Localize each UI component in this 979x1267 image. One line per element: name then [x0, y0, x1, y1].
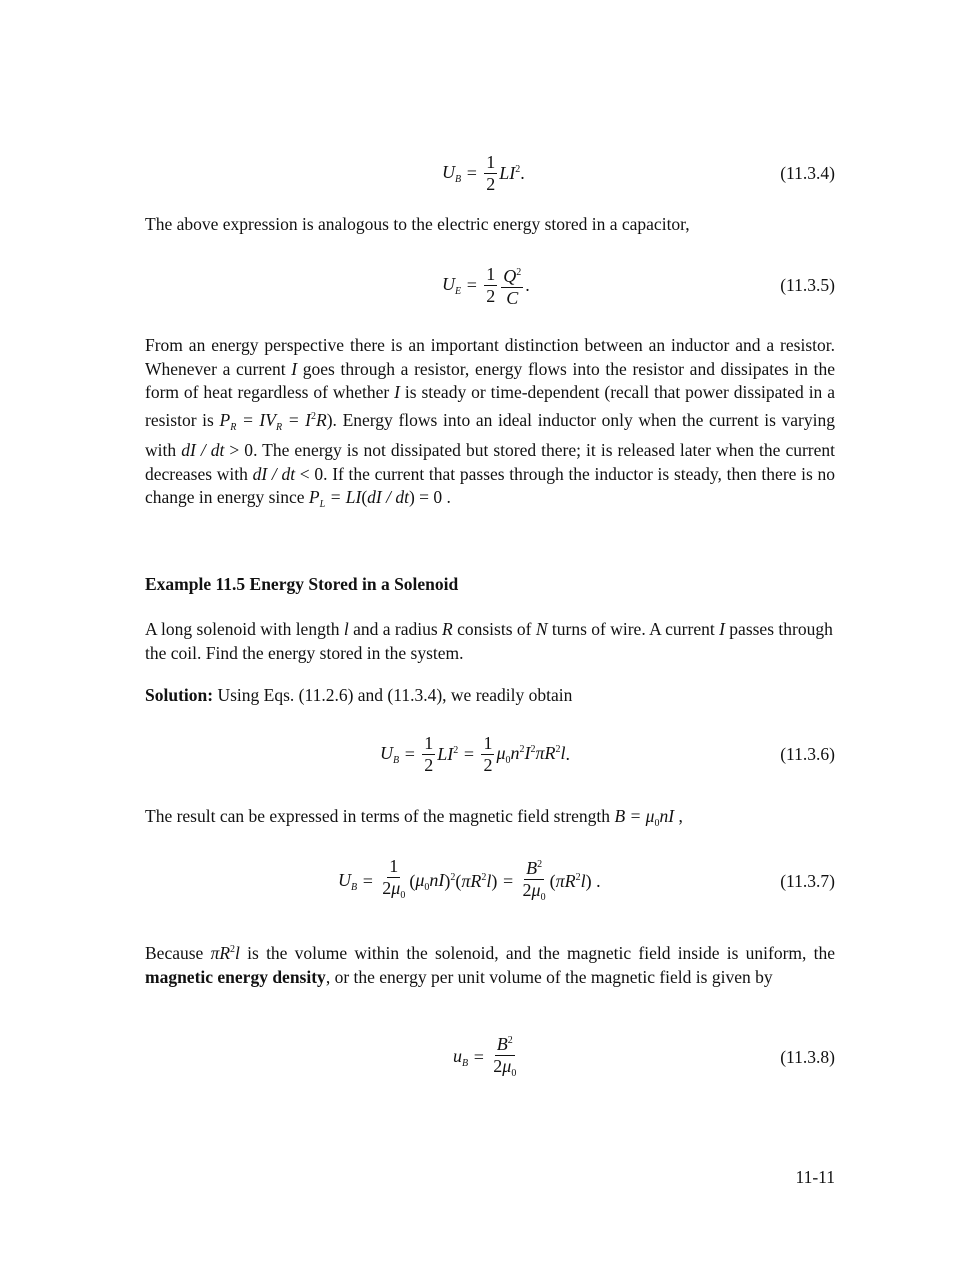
equation-number: (11.3.5)	[780, 274, 835, 295]
equation-body: $U_B$ = $\frac{1}{2\mu_0}$ ( $\mu_0nI$ )$^2$( $\pi R^2l$ ) = $\frac{B^2}{2\mu_0}$ ( $\pi R^2l$ ) .	[338, 856, 601, 903]
text-segment: The result can be expressed in terms of the magnetic field strength	[145, 806, 611, 826]
text-segment: , or the energy per unit volume of the magnetic field is given by	[325, 966, 773, 987]
text-segment: . The energy is not dissipated but stored there; it is released later when the current decreases with	[145, 440, 835, 484]
paragraph-energy-density: Because $\pi R^2l$ is the volume within the solenoid, and the magnetic field inside is uniform, the magnetic energy density, or the energy per unit volume of the magnetic field is given by	[145, 943, 836, 987]
text-segment: is steady or time-dependent (recall that power dissipated in a resistor is	[145, 382, 835, 430]
equation-body: $U_B$ = $\frac{1}{2}$ $LI^2$ = $\frac{1}{2}$ $\mu_0n^2I^2\pi R^2l$ .	[380, 732, 571, 775]
text-segment: From an energy perspective there is an important distinction between an inductor and a resistor. Whenever a current	[145, 335, 835, 379]
text-segment: Because	[145, 943, 204, 963]
equation-number: (11.3.4)	[780, 162, 835, 183]
text-segment: . If the current that passes through the inductor is steady, then there is no change in energy since	[145, 463, 836, 507]
text-segment: and a radius	[353, 619, 438, 639]
equation-number: (11.3.8)	[780, 1046, 835, 1067]
text-segment: goes through a resistor, energy flows into the resistor and dissipates in the form of heat regardless of whether	[145, 358, 836, 402]
paragraph-capacitor-analogy: The above expression is analogous to the electric energy stored in a capacitor,	[145, 214, 690, 234]
text-segment: consists of	[457, 619, 532, 639]
text-segment: is the volume within the solenoid, and the magnetic field inside is uniform, the	[247, 943, 836, 963]
example-heading: Example 11.5 Energy Stored in a Solenoid	[145, 574, 459, 594]
paragraph-solution	[145, 684, 835, 708]
solution-label: Solution:	[145, 685, 214, 705]
page-number: 11-11	[795, 1167, 835, 1187]
text-segment: A long solenoid with length	[145, 619, 340, 639]
equation-number: (11.3.6)	[780, 743, 835, 764]
equation-body: $U_B$ = $\frac{1}{2}$ $LI^2$ .	[442, 151, 525, 194]
equation-body: $U_E$ = $\frac{1}{2}$ $\frac{Q^2}{C}$ .	[442, 263, 530, 308]
text-segment: passes through the coil. Find the energy stored in the system.	[145, 619, 833, 663]
text-segment: Using Eqs. (11.2.6) and (11.3.4), we readily obtain	[217, 685, 573, 705]
paragraph-result: The result can be expressed in terms of the magnetic field strength $B = \mu_0nI$ ,	[145, 806, 683, 829]
equation-number: (11.3.7)	[780, 870, 835, 891]
bold-term: magnetic energy density	[145, 966, 326, 987]
equation-body: $u_B$ = $\frac{B^2}{2\mu_0}$	[453, 1029, 520, 1085]
text-segment: ). Energy flows into an ideal inductor only when the current is varying with	[145, 409, 835, 460]
paragraph-example-statement: A long solenoid with length l and a radius R consists of N turns of wire. A current I passes through the coil. Find the energy stored in the system.	[145, 619, 833, 663]
paragraph-inductor-resistor: From an energy perspective there is an important distinction between an inductor and a resistor. Whenever a current I goes through a resistor, energy flows into the resistor and dissipates in the form of heat regardless of whether I is steady or time-dependent (recall that power dissipated in a resistor is $P_R = IV_R = I^2R$). Energy flows into an ideal inductor only when the current is varying with dI / dt > 0. The energy is not dissipated but stored there; it is released later when the current decreases with dI / dt < 0. If the current that passes through the inductor is steady, then there is no change in energy since $P_L = LI(dI / dt) = 0$ .	[145, 335, 836, 510]
text-segment: turns of wire. A current	[551, 619, 715, 639]
